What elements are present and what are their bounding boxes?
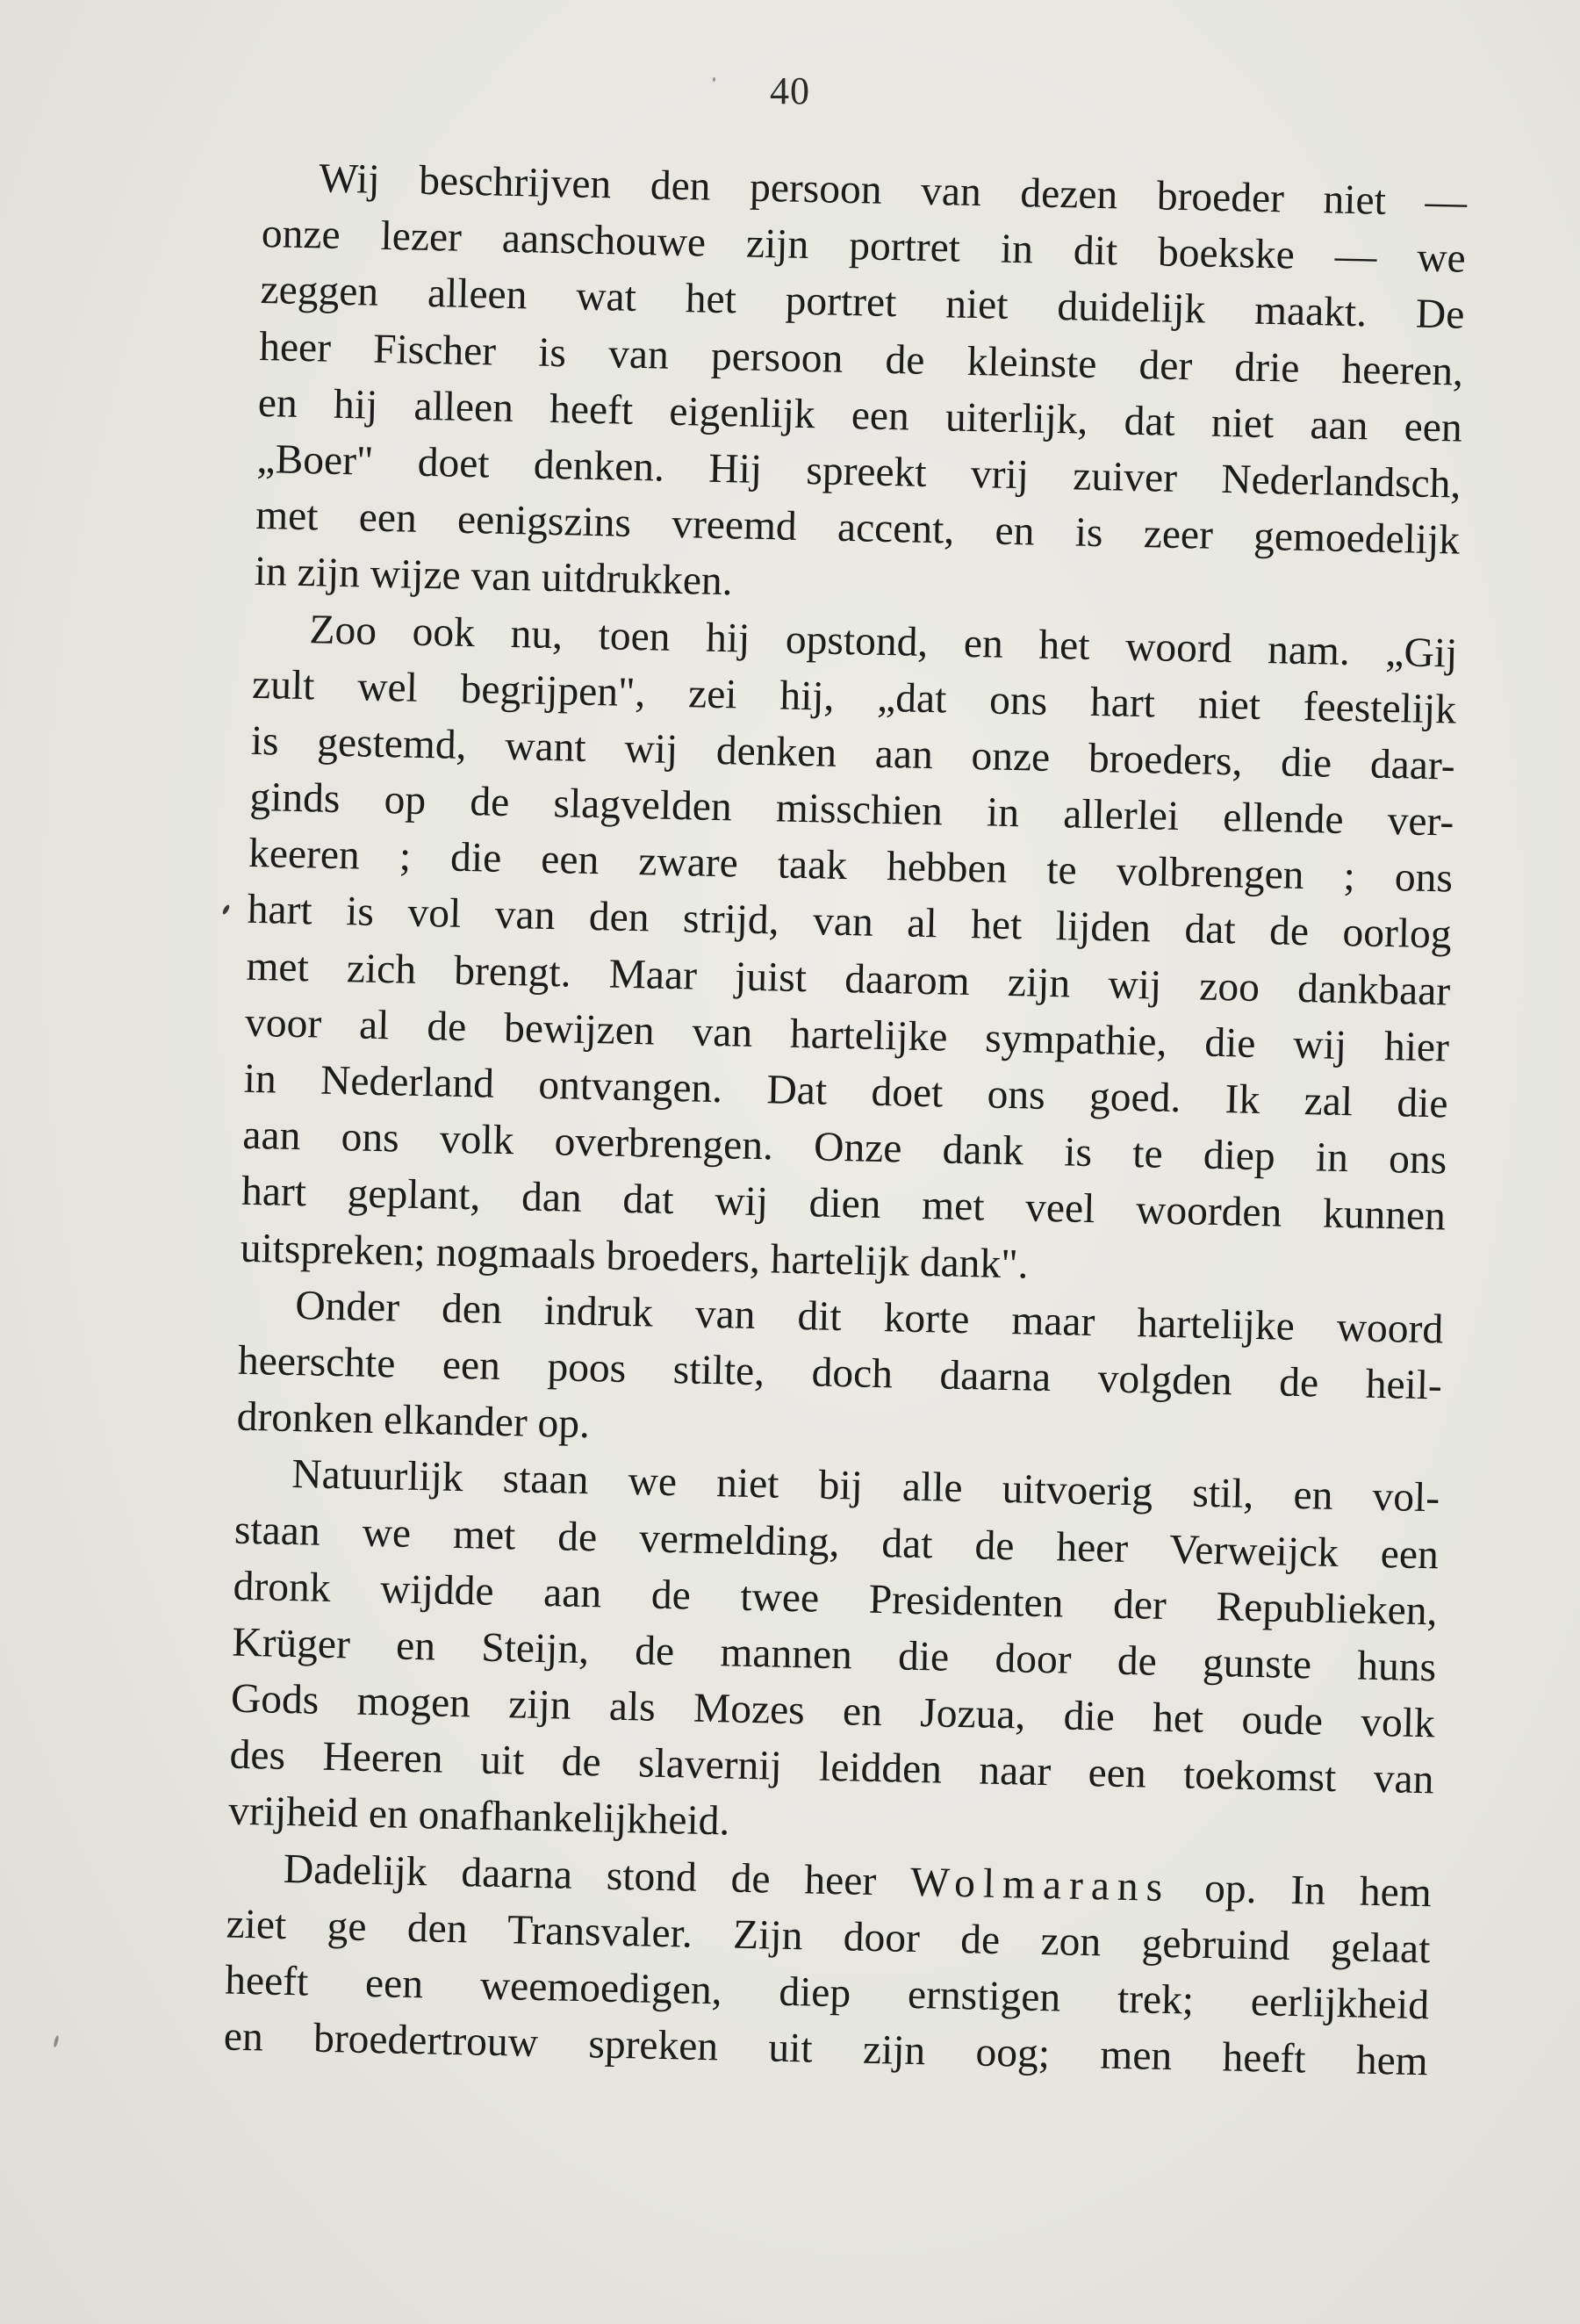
text-line: is gestemd, want wij denken aan onze broeders, die daar- [250, 717, 1456, 789]
text-line: zeggen alleen wat het portret niet duidelijk maakt. De [260, 267, 1465, 339]
text-line: aan ons volk overbrengen. Onze dank is te diep in ons [241, 1112, 1447, 1184]
body-text [223, 149, 1467, 2090]
text-line: dronken elkander op. [236, 1393, 591, 1448]
text-line: hart is vol van den strijd, van al het lijden dat de oorlog [247, 887, 1453, 958]
text-line: hart geplant, dan dat wij dien met veel woorden kunnen [241, 1169, 1447, 1240]
text-line: voor al de bewijzen van hartelijke sympathie, die wij hier [244, 999, 1450, 1071]
text-line: Zoo ook nu, toen hij opstond, en het woord nam. „Gij [309, 606, 1458, 677]
text-line: ginds op de slagvelden misschien in allerlei ellende ver- [248, 773, 1454, 845]
text-line: vrijheid en onafhankelijkheid. [227, 1788, 730, 1845]
text-line: Wij beschrijven den persoon van dezen broeder niet — [318, 155, 1468, 226]
text-line: staan we met de vermelding, dat de heer Verweijck een [233, 1507, 1440, 1578]
text-line: Krüger en Steijn, de mannen die door de gunste huns [231, 1619, 1437, 1691]
text-line: „Boer" doet denken. Hij spreekt vrij zuiver Nederlandsch, [256, 435, 1462, 507]
text-line: en hij alleen heeft eigenlijk een uiterlijk, dat niet aan een [257, 379, 1463, 451]
text-line: heer Fischer is van persoon de kleinste der drie heeren, [258, 323, 1464, 395]
text-line: in zijn wijze van uitdrukken. [254, 549, 734, 605]
print-speck [53, 2035, 59, 2048]
text-line: keeren ; die een zware taak hebben te volbrengen ; ons [248, 831, 1454, 902]
text-line: zult wel begrijpen", zei hij, „dat ons hart niet feestelijk [251, 661, 1457, 733]
text-line: dronk wijdde aan de twee Presidenten der Republieken, [233, 1563, 1438, 1635]
text-line: Natuurlijk staan we niet bij alle uitvoerig stil, en vol- [291, 1451, 1440, 1522]
text-line: heerschte een poos stilte, doch daarna volgden de heil- [237, 1337, 1443, 1409]
text-line: onze lezer aanschouwe zijn portret in dit boekske — we [261, 211, 1467, 282]
text-line: en broedertrouw spreken uit zijn oog; men heeft hem [223, 2013, 1429, 2085]
text-line: in Nederland ontvangen. Dat doet ons goed. Ik zal die [243, 1055, 1449, 1127]
text-span: Dadelijk daarna stond de heer [283, 1846, 911, 1905]
text-line: uitspreken; nogmaals broeders, hartelijk dank". [240, 1225, 1030, 1288]
text-line: Gods mogen zijn als Mozes en Jozua, die het oude volk [230, 1675, 1436, 1747]
text-line: Onder den indruk van dit korte maar hartelijke woord [294, 1282, 1444, 1353]
text-line: heeft een weemoedigen, diep ernstigen trek; eerlijkheid [224, 1957, 1430, 2029]
print-speck [713, 77, 715, 82]
text-span: op. In hem [1169, 1864, 1433, 1916]
text-line: met zich brengt. Maar juist daarom zijn wij zoo dankbaar [245, 943, 1451, 1015]
page-number: 40 [770, 69, 810, 112]
spaced-name: Wolmarans [909, 1859, 1171, 1910]
text-line: ziet ge den Transvaler. Zijn door de zon gebruind gelaat [226, 1901, 1431, 1973]
text-line: des Heeren uit de slavernij leidden naar een toekomst van [229, 1731, 1434, 1803]
print-speck [221, 904, 230, 916]
text-line: met een eenigszins vreemd accent, en is zeer gemoedelijk [255, 493, 1461, 564]
